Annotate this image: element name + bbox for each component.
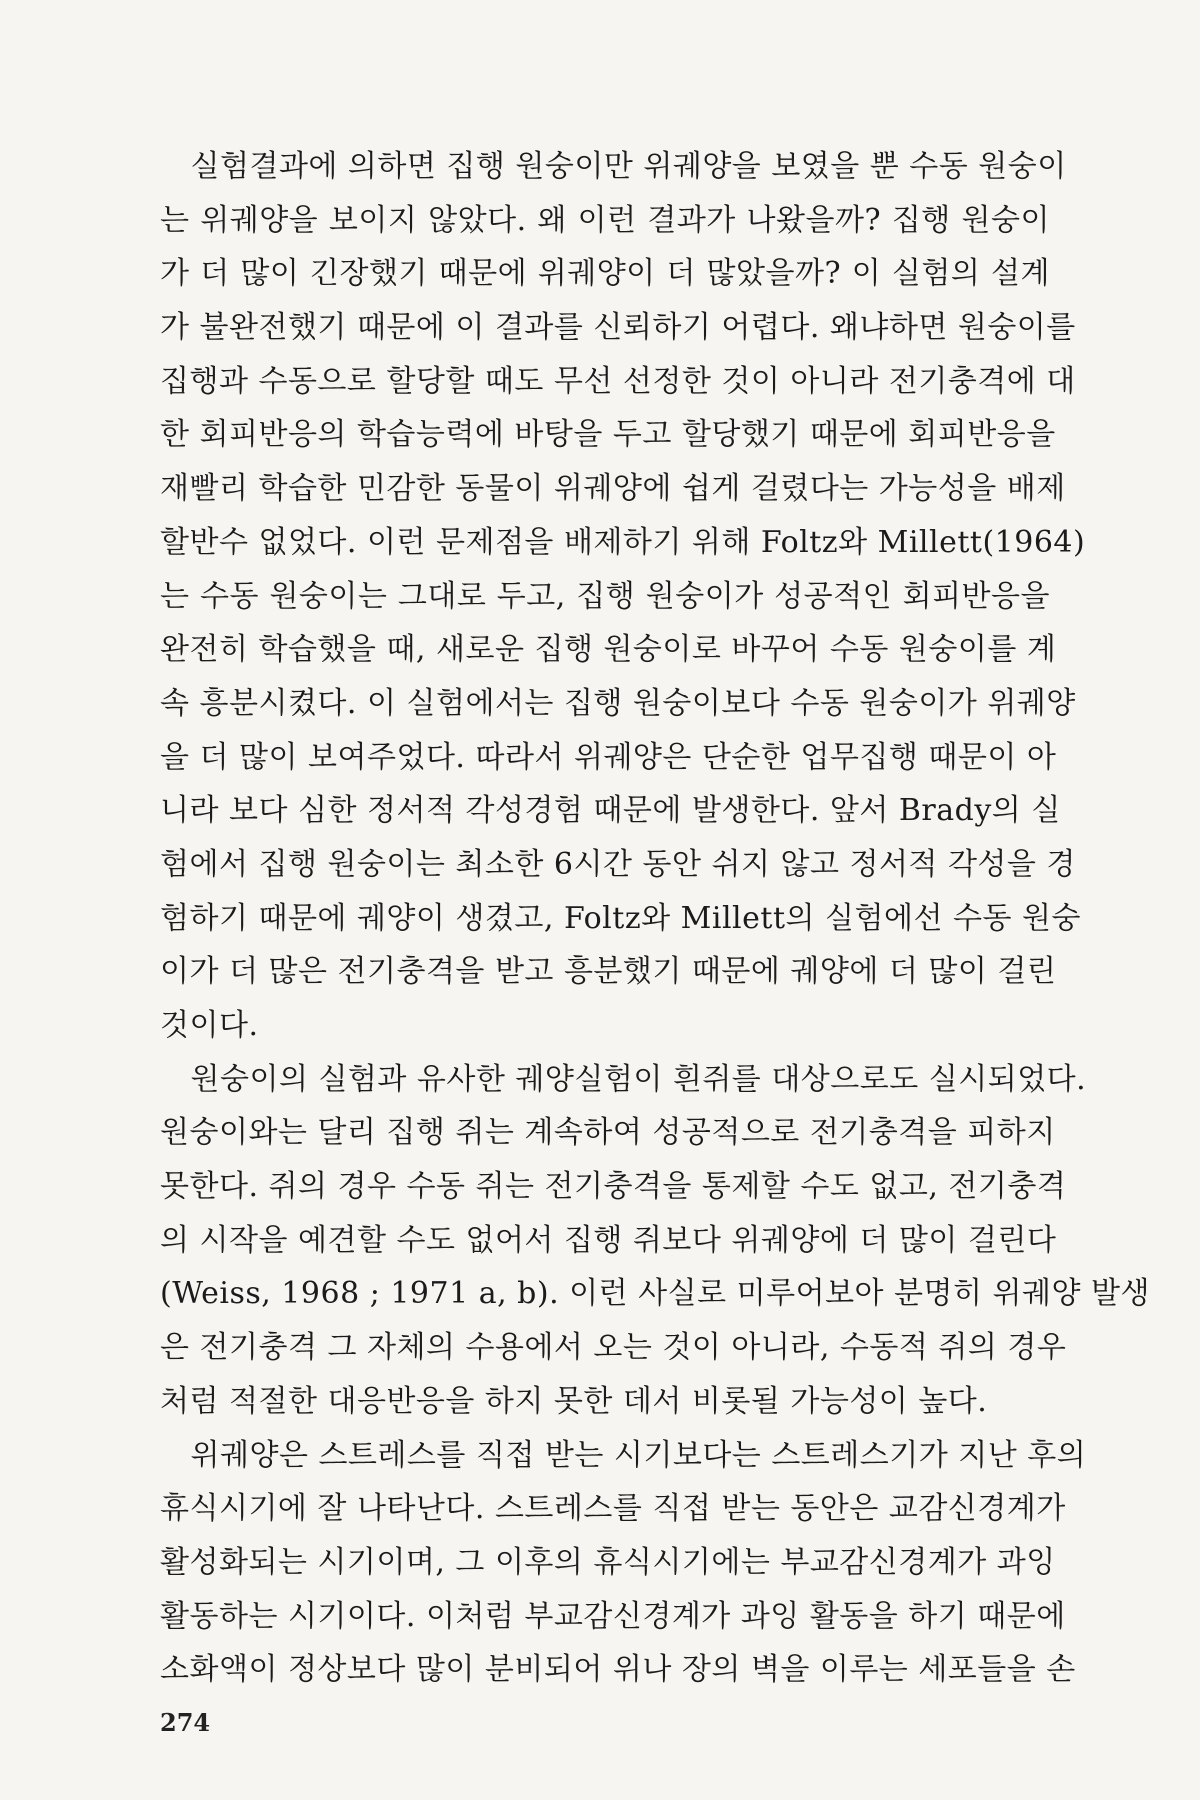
text-line: 는 위궤양을 보이지 않았다. 왜 이런 결과가 나왔을까? 집행 원숭이 (160, 202, 1050, 238)
text-line: 집행과 수동으로 할당할 때도 무선 선정한 것이 아니라 전기충격에 대 (160, 363, 1076, 399)
page-number: 274 (160, 1708, 211, 1737)
text-line: 속 흥분시켰다. 이 실험에서는 집행 원숭이보다 수동 원숭이가 위궤양 (160, 685, 1076, 721)
text-line: 완전히 학습했을 때, 새로운 집행 원숭이로 바꾸어 수동 원숭이를 계 (160, 632, 1057, 668)
text-line: (Weiss, 1968 ; 1971 a, b). 이런 사실로 미루어보아 분명히 위궤양 발생 (160, 1276, 1150, 1312)
text-line: 원숭이의 실험과 유사한 궤양실험이 흰쥐를 대상으로도 실시되었다. (160, 1061, 1087, 1097)
text-line: 재빨리 학습한 민감한 동물이 위궤양에 쉽게 걸렸다는 가능성을 배제 (160, 471, 1066, 507)
text-line: 이가 더 많은 전기충격을 받고 흥분했기 때문에 궤양에 더 많이 걸린 (160, 954, 1057, 990)
text-line: 할반수 없었다. 이런 문제점을 배제하기 위해 Foltz와 Millett(1964) (160, 524, 1086, 560)
text-line: 을 더 많이 보여주었다. 따라서 위궤양은 단순한 업무집행 때문이 아 (160, 739, 1057, 775)
text-line: 실험결과에 의하면 집행 원숭이만 위궤양을 보였을 뿐 수동 원숭이 (160, 149, 1067, 184)
text-line: 활동하는 시기이다. 이처럼 부교감신경계가 과잉 활동을 하기 때문에 (160, 1598, 1066, 1634)
text-line: 활성화되는 시기이며, 그 이후의 휴식시기에는 부교감신경계가 과잉 (160, 1544, 1056, 1580)
text-line: 처럼 적절한 대응반응을 하지 못한 데서 비롯될 가능성이 높다. (160, 1383, 988, 1419)
text-line: 가 불완전했기 때문에 이 결과를 신뢰하기 어렵다. 왜냐하면 원숭이를 (160, 310, 1076, 346)
text-line: 것이다. (160, 1008, 259, 1043)
text-line: 험하기 때문에 궤양이 생겼고, Foltz와 Millett의 실험에선 수동 원숭 (160, 900, 1081, 936)
text-line: 휴식시기에 잘 나타난다. 스트레스를 직접 받는 동안은 교감신경계가 (160, 1491, 1066, 1527)
text-line: 험에서 집행 원숭이는 최소한 6시간 동안 쉬지 않고 정서적 각성을 경 (160, 846, 1076, 882)
text-line: 니라 보다 심한 정서적 각성경험 때문에 발생한다. 앞서 Brady의 실 (160, 793, 1061, 829)
text-line: 는 수동 원숭이는 그대로 두고, 집행 원숭이가 성공적인 회피반응을 (160, 578, 1050, 614)
text-line: 은 전기충격 그 자체의 수용에서 오는 것이 아니라, 수동적 쥐의 경우 (160, 1330, 1067, 1366)
text-line: 한 회피반응의 학습능력에 바탕을 두고 할당했기 때문에 회피반응을 (160, 417, 1056, 453)
text-line: 가 더 많이 긴장했기 때문에 위궤양이 더 많았을까? 이 실험의 설계 (160, 256, 1050, 292)
text-line: 소화액이 정상보다 많이 분비되어 위나 장의 벽을 이루는 세포들을 손 (160, 1652, 1076, 1688)
text-line: 못한다. 쥐의 경우 수동 쥐는 전기충격을 통제할 수도 없고, 전기충격 (160, 1169, 1067, 1205)
text-line: 원숭이와는 달리 집행 쥐는 계속하여 성공적으로 전기충격을 피하지 (160, 1115, 1056, 1151)
text-line: 의 시작을 예견할 수도 없어서 집행 쥐보다 위궤양에 더 많이 걸린다 (160, 1222, 1057, 1258)
body-text (160, 140, 1150, 1697)
text-line: 위궤양은 스트레스를 직접 받는 시기보다는 스트레스기가 지난 후의 (160, 1437, 1087, 1473)
